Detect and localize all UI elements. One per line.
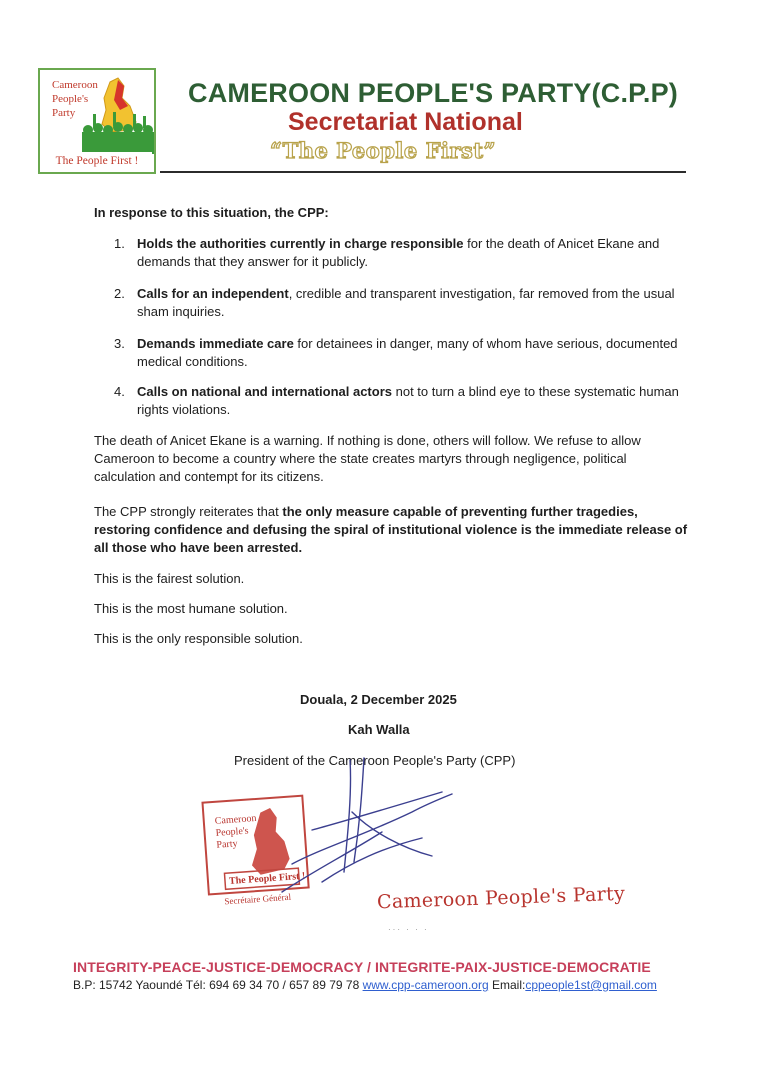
paragraph-warning: The death of Anicet Ekane is a warning. If nothing is done, others will follow. We refuse to allow Cameroon to become a country where the state creates martyrs through negligence, political calculation and contempt for its citizens. <box>94 433 641 484</box>
list-text-bold: Holds the authorities currently in charge responsible <box>137 236 464 251</box>
logo-name-line: Cameroon <box>52 79 98 91</box>
paragraph-start: The CPP strongly reiterates that <box>94 504 283 519</box>
list-text-rest: , credible and transparent investigation, far removed from the usual sham inquiries. <box>137 286 675 319</box>
list-text-bold: Demands immediate care <box>137 336 294 351</box>
contact-address: B.P: 15742 Yaoundé Tél: 694 69 34 70 / 657 89 79 78 <box>73 978 363 992</box>
closing-line: This is the fairest solution. <box>94 571 245 586</box>
handwritten-party-name: Cameroon People's Party <box>376 882 626 914</box>
list-text <box>137 335 686 371</box>
closing-line: This is the most humane solution. <box>94 601 288 616</box>
paragraph-release-demand <box>94 503 688 557</box>
list-number: 4. <box>114 384 125 399</box>
footer-contact <box>73 978 657 992</box>
logo-name <box>52 78 112 120</box>
list-text-rest: for detainees in danger, many of whom have serious, documented medical conditions. <box>137 336 678 369</box>
signer-title: President of the Cameroon People's Party (CPP) <box>234 753 516 768</box>
motto-heading: “The People First” <box>270 138 497 163</box>
faint-stamp-remnant: ··· · · · <box>388 925 429 934</box>
list-number: 3. <box>114 336 125 351</box>
list-text-bold: Calls on national and international actors <box>137 384 392 399</box>
stamp-footer: Secrétaire Général <box>224 891 292 907</box>
list-number: 2. <box>114 286 125 301</box>
footer-motto: INTEGRITY-PEACE-JUSTICE-DEMOCRACY / INTEGRITE-PAIX-JUSTICE-DEMOCRATIE <box>73 959 651 975</box>
secretariat-heading: Secretariat National <box>288 108 523 136</box>
list-text <box>137 235 686 271</box>
stamp-name-line: Party <box>216 838 238 851</box>
closing-line: This is the only responsible solution. <box>94 631 303 646</box>
header-divider <box>160 171 686 173</box>
list-text-rest: not to turn a blind eye to these systematic human rights violations. <box>137 384 679 417</box>
stamp-tagline: The People First ! <box>228 870 306 888</box>
intro-line: In response to this situation, the CPP: <box>94 205 329 220</box>
logo-name-line: People's <box>52 93 89 105</box>
website-link[interactable]: www.cpp-cameroon.org <box>362 978 489 992</box>
stamp-name-line: Cameroon <box>214 812 257 827</box>
list-text <box>137 285 686 321</box>
paragraph-bold: the only measure capable of preventing further tragedies, restoring confidence and defusing the spiral of institutional violence is the immediate release of all those who have been arrested. <box>94 504 688 555</box>
party-name-heading: CAMEROON PEOPLE'S PARTY(C.P.P) <box>188 78 678 108</box>
signer-name: Kah Walla <box>348 722 410 737</box>
email-label: Email: <box>488 978 526 992</box>
logo-tagline: The People First ! <box>42 152 152 170</box>
list-number: 1. <box>114 236 125 251</box>
place-date: Douala, 2 December 2025 <box>300 692 457 707</box>
handwritten-signature-icon <box>252 752 472 902</box>
list-text-bold: Calls for an independent <box>137 286 289 301</box>
logo-name-line: Party <box>52 107 76 119</box>
email-link[interactable]: cppeople1st@gmail.com <box>525 978 657 992</box>
stamp-name-line: People's <box>215 825 249 839</box>
list-text-rest: for the death of Anicet Ekane and demands that they answer for it publicly. <box>137 236 660 269</box>
party-logo <box>38 68 156 174</box>
list-text <box>137 383 686 419</box>
